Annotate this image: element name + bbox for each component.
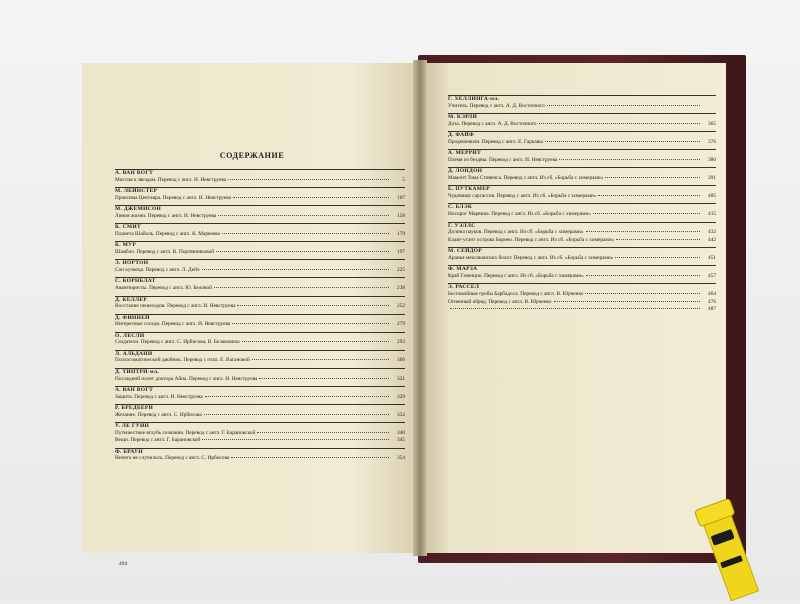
toc-leader-dots: [259, 378, 389, 379]
toc-leader-dots: [554, 301, 701, 302]
toc-leader-dots: [559, 159, 700, 160]
toc-leader-dots: [218, 215, 389, 216]
toc-leader-dots: [585, 293, 700, 294]
toc-leader-dots: [202, 269, 389, 270]
toc-entry: [115, 448, 405, 464]
toc-right-column: [448, 95, 716, 317]
toc-author: Д. ЛОНДОН: [448, 167, 716, 175]
toc-author: Е. ПУТКАМЕР: [448, 185, 716, 193]
toc-page-number: 391: [708, 175, 716, 181]
toc-entry: [448, 265, 716, 281]
toc-author: Д. КЕЛЛЕР: [115, 296, 405, 304]
toc-line: [448, 256, 716, 264]
toc-leader-dots: [233, 197, 389, 198]
toc-work-title: Защита. Перевод с англ. И. Невструева: [115, 393, 203, 400]
toc-page-number: 306: [397, 357, 405, 364]
toc-leader-dots: [616, 239, 700, 240]
toc-author: Ф. БРАУН: [115, 448, 405, 456]
toc-page-number: 457: [708, 272, 716, 279]
toc-leader-dots: [205, 396, 389, 397]
toc-line: [448, 274, 716, 282]
toc-work-title: Краб Газенцио. Перевод с англ. Из сб. «Борьба с химерами»: [448, 272, 584, 279]
toc-leader-dots: [232, 323, 389, 324]
toc-entry: [115, 404, 405, 420]
toc-author: У. ЛЕ ГУИН: [115, 422, 405, 430]
toc-page-number: 464: [708, 291, 716, 298]
toc-work-title: Планета Шайоль. Перевод с англ. К. Маркеева: [115, 230, 220, 237]
toc-line: [115, 395, 405, 403]
toc-page-number: 158: [397, 212, 405, 219]
toc-entry: [115, 296, 405, 312]
toc-line: [448, 158, 716, 166]
toc-page-number: 225: [397, 267, 405, 274]
toc-line: [448, 238, 716, 246]
toc-author: О. ЛЕСЛИ: [115, 332, 405, 340]
toc-author: Э. НОРТОН: [115, 259, 405, 267]
toc-leader-dots: [586, 231, 700, 232]
toc-line: [115, 214, 405, 222]
toc-leader-dots: [598, 195, 700, 196]
toc-page-number: 321: [397, 375, 405, 382]
toc-line: [115, 413, 405, 421]
toc-work-title: Психосоматический двойник. Перевод с итал. Е. Вагановой: [115, 357, 250, 364]
toc-entry: [448, 222, 716, 246]
toc-page-number: 329: [397, 393, 405, 400]
book-gutter: [413, 60, 427, 556]
toc-page-number: 293: [397, 339, 405, 346]
toc-work-title: Желание. Перевод с англ. С. Ирбисова: [115, 411, 202, 418]
toc-page-number: 279: [397, 321, 405, 328]
toc-entry: [115, 422, 405, 446]
toc-entry: [448, 247, 716, 263]
toc-leader-dots: [204, 414, 389, 415]
toc-line: [448, 176, 716, 184]
toc-leader-dots: [237, 305, 389, 306]
toc-page-number: 197: [397, 249, 405, 255]
toc-work-title: Шамбло. Перевод с англ. В. Портянниковой: [115, 249, 215, 255]
toc-page-number: 252: [397, 303, 405, 310]
toc-leader-dots: [216, 251, 389, 252]
toc-page-number: 476: [708, 298, 716, 305]
toc-page-number: 365: [708, 120, 716, 127]
toc-leader-dots: [214, 287, 389, 288]
toc-page-number: 340: [397, 429, 405, 436]
toc-line: [448, 104, 716, 112]
toc-entry: [448, 95, 716, 111]
toc-entry: [115, 314, 405, 330]
toc-line: [115, 377, 405, 385]
toc-line: [448, 194, 716, 202]
toc-entry: [115, 259, 405, 275]
toc-author: К. МУР: [115, 241, 405, 249]
page-number: 494: [119, 561, 128, 567]
toc-line: [115, 438, 405, 446]
toc-work-title: Проксима Центавра. Перевод с англ. И. Невструева: [115, 194, 231, 201]
toc-page-number: 405: [708, 193, 716, 200]
toc-author: А. ВАН ВОГТ: [115, 169, 405, 177]
toc-line: [115, 340, 405, 348]
toc-line: [115, 456, 405, 464]
toc-line: [115, 196, 405, 204]
toc-page-number: 376: [708, 138, 716, 145]
toc-page-number: 451: [708, 254, 716, 261]
toc-entry: [115, 187, 405, 203]
toc-line: [448, 212, 716, 220]
toc-work-title: Путешествие вглубь сознания. Перевод с англ. Г. Барановской: [115, 429, 256, 436]
toc-entry: [115, 350, 405, 366]
toc-leader-dots: [231, 457, 389, 458]
toc-work-title: Восстание пешеходов. Перевод с англ. И. Невструева: [115, 303, 236, 310]
toc-line: [115, 250, 405, 258]
toc-leader-dots: [242, 341, 389, 342]
toc-page-number: 179: [397, 230, 405, 237]
toc-leader-dots: [450, 308, 700, 309]
toc-page-number: 380: [708, 156, 716, 163]
toc-entry: [115, 205, 405, 221]
toc-line: [448, 122, 716, 130]
toc-leader-dots: [228, 179, 389, 180]
toc-author: М. ДЖЕМИСОН: [115, 205, 405, 213]
toc-entry: [115, 386, 405, 402]
toc-work-title: Племя из бездны. Перевод с англ. И. Невструева: [448, 156, 558, 163]
toc-entry: [115, 277, 405, 293]
toc-work-title: Клавт-утант острова Борнео. Перевод с англ. Из сб. «Борьба с химерами»: [448, 236, 615, 243]
toc-line: [115, 304, 405, 312]
toc-line: [115, 268, 405, 276]
toc-line: [115, 178, 405, 186]
toc-line: [448, 300, 716, 308]
toc-work-title: Миссия к звездам. Перевод с англ. И. Невструева: [115, 176, 227, 183]
toc-entry: [115, 368, 405, 384]
toc-entry: [448, 149, 716, 165]
toc-author: М. ЛЕЙНСТЕР: [115, 187, 405, 195]
toc-title: СОДЕРЖАНИЕ: [219, 151, 285, 160]
toc-author: К. СМИТ: [115, 223, 405, 231]
toc-author: Д. ТИПТРИ-мл.: [115, 368, 405, 376]
left-page: [82, 63, 419, 567]
toc-work-title: Линия жизни. Перевод с англ. И. Невструева: [115, 212, 217, 219]
toc-entry: [115, 223, 405, 239]
toc-work-title: Авантюристы. Перевод с англ. Ю. Беловой: [115, 285, 213, 292]
toc-work-title: Долина пауков. Перевод с англ. Из сб. «Борьба с химерами»: [448, 229, 584, 236]
toc-entry: [448, 131, 716, 147]
toc-page-number: 432: [708, 229, 716, 236]
toc-author: С. КОРНБЛАТ: [115, 277, 405, 285]
toc-author: А. ВАН ВОГТ: [115, 386, 405, 394]
toc-work-title: Последний полет доктора Айна. Перевод с англ. И. Невструева: [115, 375, 258, 382]
toc-leader-dots: [252, 359, 389, 360]
toc-work-title: Создатели. Перевод с англ. С. Ирбисова, В. Белаковича: [115, 339, 240, 346]
toc-leader-dots: [545, 141, 700, 142]
toc-author: Л. АЛЬДАНИ: [115, 350, 405, 358]
toc-work-title: Сон кузнеца. Перевод с англ. Л. Дейч: [115, 267, 200, 274]
toc-author: Ф. МАРЗА: [448, 265, 716, 273]
toc-entry: [115, 241, 405, 257]
toc-entry: [448, 113, 716, 129]
toc-work-title: Мамонт Тома Стивенса. Перевод с англ. Из сб. «Борьба с химерами»: [448, 175, 604, 181]
toc-work-title: Носорог Марвина. Перевод с англ. Из сб. «Борьба с химерами»: [448, 211, 591, 218]
toc-leader-dots: [615, 257, 700, 258]
toc-entry: [115, 332, 405, 348]
toc-author: Э. РАССЕЛ: [448, 283, 716, 291]
toc-author: М. КЭРЛИ: [448, 113, 716, 121]
toc-entry: [448, 185, 716, 201]
toc-work-title: Доза. Перевод с англ. А. Д. Восточного: [448, 120, 537, 127]
toc-author: Д. ФАЙФ: [448, 131, 716, 139]
toc-entry: [448, 167, 716, 183]
toc-page-number: 238: [397, 285, 405, 292]
toc-leader-dots: [605, 177, 700, 178]
toc-leader-dots: [547, 105, 700, 106]
toc-leader-dots: [222, 233, 389, 234]
toc-leader-dots: [586, 275, 700, 276]
toc-line: [448, 307, 716, 315]
toc-page-number: 487: [708, 306, 716, 313]
toc-author: М. СЕЙДОР: [448, 247, 716, 255]
toc-line: [115, 232, 405, 240]
toc-page-number: 332: [397, 411, 405, 418]
toc-work-title: Беспокойные гробы Барбадоса. Перевод с англ. В. Юрченко: [448, 291, 584, 298]
toc-author: Р. БРЕДБЕРИ: [115, 404, 405, 412]
toc-author: А. МЕРРИТ: [448, 149, 716, 157]
toc-work-title: Продешевили. Перевод с англ. Е. Гаркавы: [448, 138, 543, 145]
toc-page-number: 5: [402, 176, 405, 183]
toc-work-title: Учитель. Перевод с англ. А. Д. Восточного: [448, 102, 545, 109]
toc-work-title: Чудовище саргассов. Перевод с англ. Из сб. «Борьба с химерами»: [448, 193, 597, 200]
toc-work-title: Ничего не случилось. Перевод с англ. С. Ирбисова: [115, 455, 230, 462]
toc-work-title: Огненный обряд. Перевод с англ. В. Юрченко: [448, 298, 552, 305]
toc-line: [448, 140, 716, 148]
toc-page-number: 354: [397, 455, 405, 462]
toc-entry: [448, 203, 716, 219]
toc-work-title: Интересные соседи. Перевод с англ. И. Невструева: [115, 321, 231, 328]
toc-leader-dots: [257, 432, 389, 433]
toc-left-column: [115, 169, 405, 466]
toc-page-number: 415: [708, 211, 716, 218]
toc-page-number: 107: [397, 194, 405, 201]
toc-line: [115, 322, 405, 330]
toc-entry: [115, 169, 405, 185]
toc-author: Г. ХЕЛЛИНГА-мл.: [448, 95, 716, 103]
toc-entry: [448, 283, 716, 314]
toc-author: Д. ФИННЕЙ: [115, 314, 405, 322]
toc-leader-dots: [539, 123, 700, 124]
toc-leader-dots: [202, 439, 389, 440]
toc-author: Г. УЭЛЛС: [448, 222, 716, 230]
toc-line: [115, 358, 405, 366]
toc-page-number: 345: [397, 437, 405, 444]
toc-author: С. БЛЭК: [448, 203, 716, 211]
toc-page-number: 442: [708, 236, 716, 243]
toc-leader-dots: [593, 213, 700, 214]
toc-work-title: Вещи. Перевод с англ. Г. Барановской: [115, 437, 201, 444]
right-page: [426, 63, 726, 553]
toc-line: [115, 286, 405, 294]
toc-work-title: Аранья мексиканских болот. Перевод с англ. Из сб. «Борьба с химерами»: [448, 254, 614, 261]
